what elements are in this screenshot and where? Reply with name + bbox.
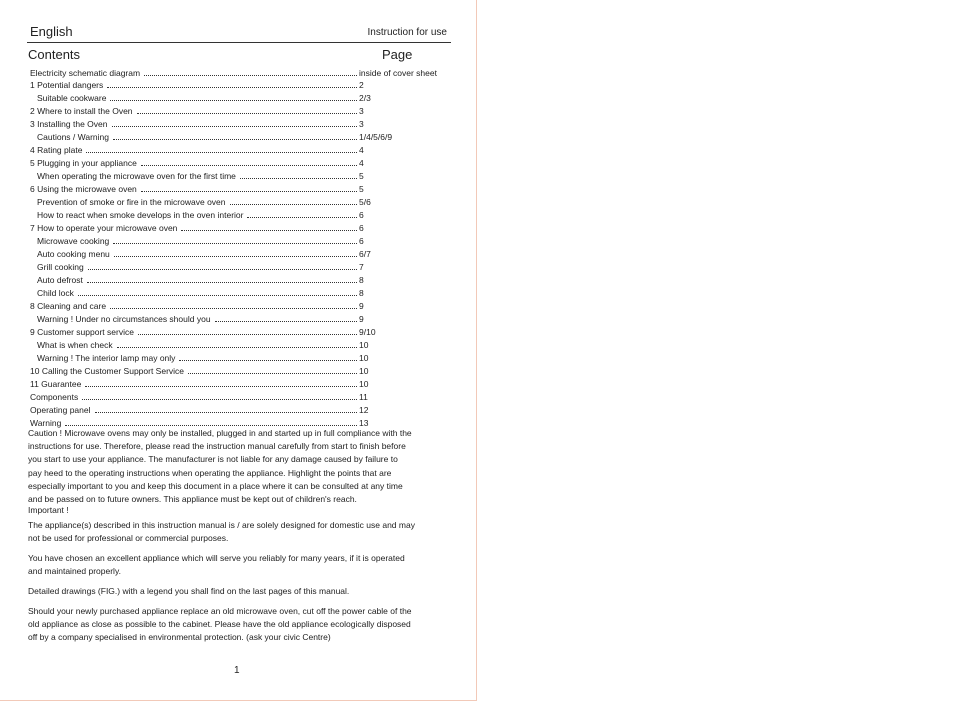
toc-entry-title: Suitable cookware: [37, 93, 107, 104]
toc-entry-page: 3: [359, 106, 364, 117]
header-rule: [27, 42, 451, 43]
toc-entry-title: Components: [30, 391, 79, 402]
paragraph-line: especially important to you and keep this document in a place where it can be consulted at any time: [28, 480, 403, 491]
toc-leader-dots: [181, 226, 357, 231]
toc-leader-dots: [138, 330, 357, 335]
toc-leader-dots: [107, 83, 357, 88]
toc-leader-dots: [117, 343, 357, 348]
paragraph-line: Caution ! Microwave ovens may only be installed, plugged in and started up in full compliance with the: [28, 428, 412, 438]
appliance-choice-paragraph: [28, 552, 452, 578]
contents-heading: Contents: [28, 47, 81, 62]
toc-entry-title: Warning ! Under no circumstances should you: [37, 313, 211, 324]
toc-entry-page: 1/4/5/6/9: [359, 132, 393, 143]
toc-leader-dots: [87, 278, 357, 283]
toc-entry-title: Auto cooking menu: [37, 249, 110, 260]
paragraph-line: pay heed to the operating instructions when operating the appliance. Highlight the points that are: [28, 467, 392, 478]
toc-leader-dots: [215, 317, 357, 322]
toc-entry-title: Child lock: [37, 287, 74, 298]
toc-leader-dots: [82, 395, 357, 400]
toc-entry-title: Microwave cooking: [37, 236, 110, 247]
toc-leader-dots: [179, 356, 357, 361]
toc-entry-page: 3: [359, 119, 364, 130]
toc-entry-page: 5: [359, 171, 364, 182]
toc-entry-title: 1 Potential dangers: [30, 80, 104, 91]
toc-entry-title: When operating the microwave oven for the first time: [37, 171, 236, 182]
caution-paragraph: [28, 427, 452, 506]
toc-leader-dots: [113, 135, 357, 140]
paragraph-line: not be used for professional or commercial purposes.: [28, 533, 229, 544]
toc-entry-page: 5: [359, 184, 364, 195]
paragraph-line: The appliance(s) described in this instruction manual is / are solely designed for domestic use and may: [28, 520, 415, 530]
toc-leader-dots: [112, 122, 358, 127]
toc-entry-page: 10: [359, 339, 369, 350]
toc-leader-dots: [137, 109, 357, 114]
toc-entry-page: 9/10: [359, 326, 376, 337]
toc-leader-dots: [86, 148, 357, 153]
toc-leader-dots: [113, 239, 357, 244]
toc-leader-dots: [230, 200, 357, 205]
toc-entry-title: Auto defrost: [37, 275, 83, 286]
toc-entry-page: 6/7: [359, 249, 371, 260]
toc-entry-title: Prevention of smoke or fire in the microwave oven: [37, 197, 226, 208]
toc-entry-page: 12: [359, 404, 369, 415]
paragraph-line: Should your newly purchased appliance replace an old microwave oven, cut off the power cable of the: [28, 606, 412, 616]
toc-entry-title: 10 Calling the Customer Support Service: [30, 365, 185, 376]
toc-leader-dots: [114, 252, 357, 257]
language-heading: English: [30, 24, 73, 39]
paragraph-line: You have chosen an excellent appliance which will serve you reliably for many years, if it is operated: [28, 553, 405, 563]
toc-leader-dots: [188, 369, 357, 374]
toc-entry-title: Warning ! The interior lamp may only: [37, 352, 176, 363]
toc-entry-page: 6: [359, 210, 364, 221]
toc-entry-page: 11: [359, 391, 368, 402]
toc-entry-title: 8 Cleaning and care: [30, 300, 107, 311]
toc-entry-title: Operating panel: [30, 404, 91, 415]
page-column-heading: Page: [382, 47, 413, 62]
toc-leader-dots: [95, 408, 358, 413]
toc-leader-dots: [65, 421, 357, 426]
toc-leader-dots: [141, 187, 357, 192]
toc-entry-page: 9: [359, 313, 364, 324]
toc-entry-title: 3 Installing the Oven: [30, 119, 108, 130]
toc-entry-title: 11 Guarantee: [30, 378, 82, 389]
toc-entry-title: 5 Plugging in your appliance: [30, 158, 137, 169]
toc-leader-dots: [78, 291, 357, 296]
paragraph-line: you start to use your appliance. The manufacturer is not liable for any damage caused by failure to: [28, 454, 398, 465]
toc-entry-page: 8: [359, 287, 364, 298]
toc-entry-title: How to react when smoke develops in the oven interior: [37, 210, 244, 221]
toc-entry-title: Electricity schematic diagram: [30, 67, 141, 78]
paragraph-line: and maintained properly.: [28, 566, 121, 577]
toc-leader-dots: [240, 174, 357, 179]
toc-entry-title: What is when check: [37, 339, 113, 350]
toc-entry-title: 4 Rating plate: [30, 145, 83, 156]
toc-entry-page: 6: [359, 223, 364, 234]
toc-entry-page: 8: [359, 275, 364, 286]
toc-entry-page: 10: [359, 352, 369, 363]
toc-leader-dots: [110, 96, 357, 101]
page-number: 1: [234, 665, 240, 676]
toc-entry-title: Grill cooking: [37, 262, 84, 273]
toc-entry-title: Warning: [30, 417, 62, 428]
toc-leader-dots: [110, 304, 357, 309]
toc-leader-dots: [85, 382, 357, 387]
toc-leader-dots: [247, 213, 357, 218]
toc-leader-dots: [144, 71, 357, 76]
disposal-paragraph: [28, 605, 452, 645]
toc-entry-page: 10: [359, 378, 369, 389]
toc-entry-title: 9 Customer support service: [30, 326, 134, 337]
instruction-heading: Instruction for use: [367, 27, 447, 38]
paragraph-line: instructions for use. Therefore, please read the instruction manual carefully from start to finish before: [28, 441, 406, 452]
domestic-use-paragraph: [28, 519, 452, 545]
drawings-paragraph: Detailed drawings (FIG.) with a legend you shall find on the last pages of this manual.: [28, 586, 350, 596]
toc-entry-page: 13: [359, 417, 369, 428]
toc-entry-page: 4: [359, 158, 364, 169]
toc-entry-title: 6 Using the microwave oven: [30, 184, 137, 195]
important-label: Important !: [28, 505, 69, 515]
toc-entry-page: 9: [359, 300, 364, 311]
toc-leader-dots: [88, 265, 357, 270]
toc-leader-dots: [141, 161, 357, 166]
toc-entry-page: 10: [359, 365, 369, 376]
manual-page: [0, 0, 477, 701]
toc-entry-page: inside of cover sheet: [359, 67, 437, 78]
toc-entry-title: Cautions / Warning: [37, 132, 109, 143]
toc-entry-title: 2 Where to install the Oven: [30, 106, 133, 117]
toc-entry-page: 4: [359, 145, 364, 156]
paragraph-line: old appliance as close as possible to the cabinet. Please have the old appliance ecologically disposed: [28, 619, 411, 630]
toc-entry-page: 2/3: [359, 93, 371, 104]
toc-entry-page: 2: [359, 80, 364, 91]
toc-entry-title: 7 How to operate your microwave oven: [30, 223, 178, 234]
toc-entry-page: 7: [359, 262, 364, 273]
paragraph-line: and be passed on to future owners. This appliance must be kept out of children's reach.: [28, 494, 357, 505]
paragraph-line: off by a company specialised in environmental protection. (ask your civic Centre): [28, 632, 331, 643]
toc-entry-page: 6: [359, 236, 364, 247]
toc-entry-page: 5/6: [359, 197, 371, 208]
